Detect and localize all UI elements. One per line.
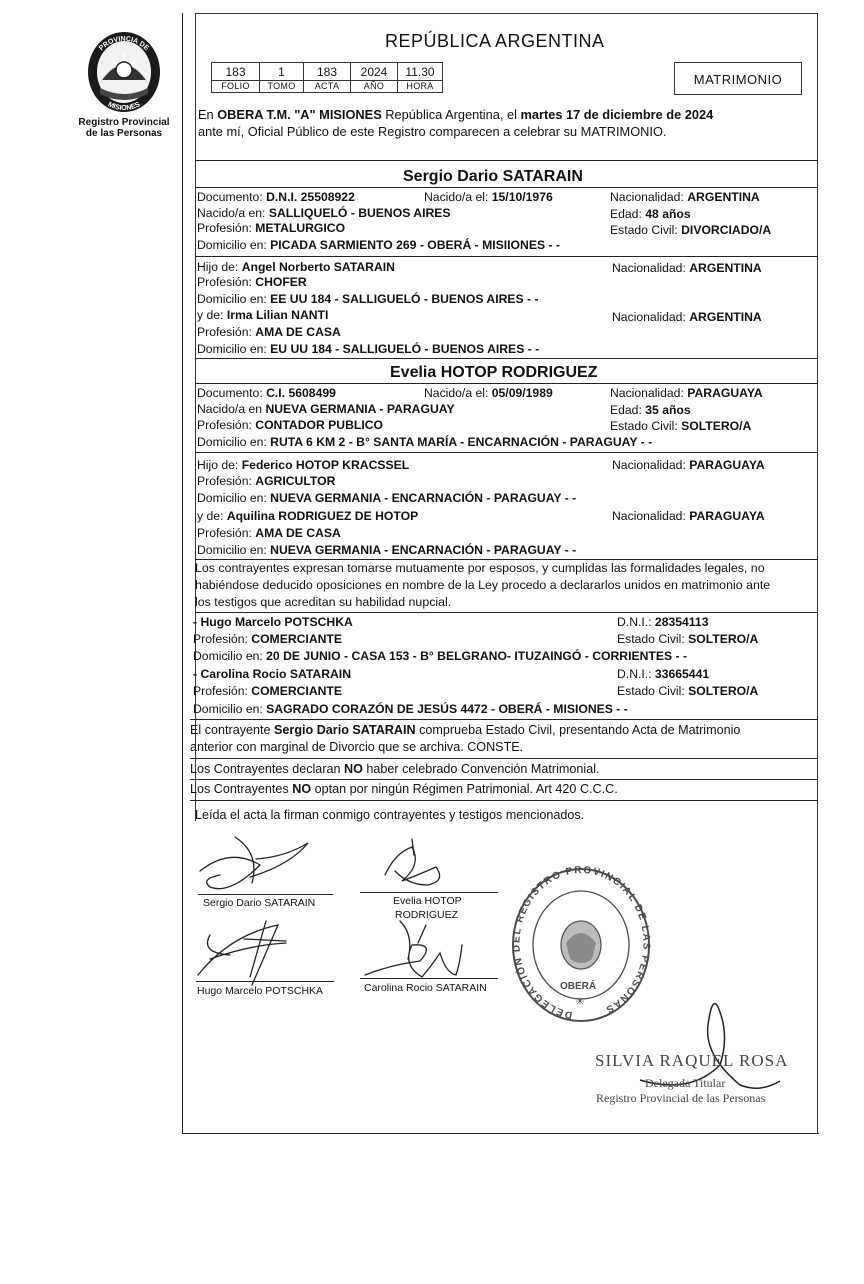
groom-father-value: Angel Norberto SATARAIN (241, 260, 395, 274)
witness2-civil-status (617, 684, 758, 699)
bride-father-domicile (197, 491, 576, 506)
bride-born-on (424, 386, 553, 401)
convention-text-1: Los Contrayentes declaran (190, 762, 345, 776)
intro-text-2: República Argentina, el (381, 107, 521, 122)
witness2-signature-name: Carolina Rocio SATARAIN (364, 982, 487, 994)
groom-father-nat-value: ARGENTINA (689, 261, 762, 275)
svg-text:✳: ✳ (575, 996, 585, 1008)
groom-mother-nat-label: Nacionalidad: (612, 310, 690, 324)
official-name: SILVIA RAQUEL ROSA (595, 1051, 789, 1070)
groom-civil-value: DIVORCIADO/A (681, 223, 772, 237)
groom-mother-label: y de: (197, 308, 227, 322)
witness1-profession (193, 632, 342, 647)
witness2-dni-value: 33665441 (654, 667, 710, 681)
groom-father-dom-value: EE UU 184 - SALLIGUELÓ - BUENOS AIRES - - (270, 292, 539, 306)
divider-bride-end (195, 559, 818, 560)
bride-father-nat-label: Nacionalidad: (612, 458, 690, 472)
groom-father-label: Hijo de: (197, 260, 242, 274)
bride-father-label: Hijo de: (197, 458, 242, 472)
divider-intro (195, 160, 818, 161)
bride-father-profession (197, 474, 335, 489)
groom-age-label: Edad: (610, 207, 646, 221)
groom-mother-dom-label: Domicilio en: (197, 342, 271, 356)
groom-signature-icon (200, 837, 308, 889)
seal-place: OBERÁ (559, 981, 597, 992)
witness1-signature-name: Hugo Marcelo POTSCHKA (197, 985, 324, 997)
bride-father-value: Federico HOTOP KRACSSEL (241, 458, 410, 472)
witness2-dni (617, 667, 709, 682)
groom-doc-value: D.N.I. 25508922 (266, 190, 355, 204)
groom-mother-nationality (612, 310, 762, 325)
witness1-civil-value: SOLTERO/A (688, 632, 759, 646)
divider-groom-parents (195, 256, 818, 257)
groom-nationality (610, 190, 760, 205)
bride-mother-nat-value: PARAGUAYA (689, 509, 765, 523)
official-office: Registro Provincial de las Personas (596, 1091, 766, 1105)
svg-text:MISIONES (107, 101, 142, 112)
bride-father-prof-label: Profesión: (197, 474, 256, 488)
witness2-dom-label: Domicilio en: (193, 702, 267, 716)
groom-father-dom-label: Domicilio en: (197, 292, 271, 306)
groom-civil-label: Estado Civil: (610, 223, 682, 237)
year-value: 2024 (360, 65, 388, 79)
intro-line1 (198, 107, 713, 122)
note-name: Sergio Dario SATARAIN (274, 723, 416, 737)
groom-civil-status (610, 223, 771, 238)
bride-nationality (610, 386, 763, 401)
bride-father-dom-label: Domicilio en: (197, 491, 271, 505)
bride-doc-value: C.I. 5608499 (266, 386, 336, 400)
folio-cell (211, 62, 260, 93)
witness1-civil-status (617, 632, 758, 647)
document-right-border (817, 13, 818, 1133)
folio-label: FOLIO (212, 80, 259, 91)
regime-text-2: optan por ningún Régimen Patrimonial. Art 420 C.C.C. (311, 782, 618, 796)
groom-prof-label: Profesión: (197, 221, 256, 235)
divider-bride-heading (195, 383, 818, 384)
logo-arc-top-text: PROVINCIA DE (98, 35, 150, 53)
bride-nat-value: PARAGUAYA (687, 386, 763, 400)
note-line1 (190, 723, 740, 738)
groom-profession (197, 221, 345, 236)
tomo-value: 1 (278, 65, 285, 79)
groom-dom-value: PICADA SARMIENTO 269 - OBERÁ - MISIIONES - - (270, 238, 560, 252)
bride-signature-name-1: Evelia HOTOP (393, 895, 462, 907)
witness1-civil-label: Estado Civil: (617, 632, 689, 646)
convention-line (190, 762, 600, 777)
bride-age-label: Edad: (610, 403, 646, 417)
bride-signature-name-2: RODRIGUEZ (395, 909, 458, 921)
groom-mother-nat-value: ARGENTINA (689, 310, 762, 324)
bride-mother-nationality (612, 509, 765, 524)
witness1-dni-label: D.N.I.: (617, 615, 655, 629)
bride-born-in-value: NUEVA GERMANIA - PARAGUAY (265, 402, 455, 416)
bride-father (197, 458, 409, 473)
bride-age-value: 35 años (645, 403, 691, 417)
bride-prof-value: CONTADOR PUBLICO (255, 418, 384, 432)
bride-born-in (197, 402, 455, 417)
groom-father-domicile (197, 292, 539, 307)
bride-born-on-label: Nacido/a el: (424, 386, 492, 400)
bride-signature-icon (385, 839, 440, 885)
groom-nat-label: Nacionalidad: (610, 190, 688, 204)
groom-age (610, 207, 691, 222)
intro-text-1: En (198, 107, 218, 122)
registry-logo (84, 30, 164, 116)
bride-mother-domicile (197, 543, 576, 558)
bride-mother-value: Aquilina RODRIGUEZ DE HOTOP (226, 509, 419, 523)
bride-father-dom-value: NUEVA GERMANIA - ENCARNACIÓN - PARAGUAY - - (270, 491, 577, 505)
groom-age-value: 48 años (645, 207, 691, 221)
bride-age (610, 403, 691, 418)
groom-domicile (197, 238, 560, 253)
seal-ring-text: DELEGACIÓN DEL REGISTRO PROVINCIAL DE LAS PERSONAS (511, 864, 652, 1021)
groom-born-on-value: 15/10/1976 (491, 190, 553, 204)
bride-profession (197, 418, 383, 433)
document-top-border (195, 13, 818, 14)
bride-dom-label: Domicilio en: (197, 435, 271, 449)
note-text-1: El contrayente (190, 723, 275, 737)
groom-father-prof-value: CHOFER (255, 275, 307, 289)
witness2-civil-label: Estado Civil: (617, 684, 689, 698)
year-cell (350, 62, 398, 93)
groom-mother-domicile (197, 342, 539, 357)
groom-document (197, 190, 355, 205)
bride-nat-label: Nacionalidad: (610, 386, 688, 400)
time-value: 11.30 (405, 65, 435, 79)
bride-born-on-value: 05/09/1989 (491, 386, 553, 400)
groom-born-on (424, 190, 553, 205)
divider-declaration (195, 612, 818, 613)
groom-mother-prof-label: Profesión: (197, 325, 256, 339)
intro-place: OBERA T.M. "A" MISIONES (217, 107, 382, 122)
witness1-dni-value: 28354113 (654, 615, 709, 629)
bride-mother-label: y de: (197, 509, 227, 523)
bride-name-heading: Evelia HOTOP RODRIGUEZ (390, 364, 598, 381)
time-cell (397, 62, 443, 93)
groom-father-nat-label: Nacionalidad: (612, 261, 690, 275)
witness2-dni-label: D.N.I.: (617, 667, 655, 681)
declaration-line1: Los contrayentes expresan tomarse mutuamente por esposos, y cumplidas las formalidades legales, no (195, 561, 765, 575)
note-text-2: comprueba Estado Civil, presentando Acta de Matrimonio (415, 723, 741, 737)
bride-civil-value: SOLTERO/A (681, 419, 752, 433)
bride-mother-nat-label: Nacionalidad: (612, 509, 690, 523)
document-title: REPÚBLICA ARGENTINA (385, 31, 605, 51)
bride-civil-label: Estado Civil: (610, 419, 682, 433)
note-line2: anterior con marginal de Divorcio que se archiva. CONSTE. (190, 740, 524, 754)
acta-label: ACTA (304, 80, 350, 91)
groom-mother-prof-value: AMA DE CASA (255, 325, 341, 339)
witness2-profession (193, 684, 342, 699)
groom-signature-name: Sergio Dario SATARAIN (203, 897, 316, 909)
witness1-dom-value: 20 DE JUNIO - CASA 153 - B° BELGRANO- ITUZAINGÓ - CORRIENTES - - (266, 649, 688, 663)
bride-mother-profession (197, 526, 341, 541)
bride-mother-prof-value: AMA DE CASA (255, 526, 341, 540)
logo-caption-line1: Registro Provincial (78, 117, 170, 128)
divider-witnesses (190, 719, 818, 720)
declaration-line3: los testigos que acreditan su habilidad nupcial. (195, 595, 452, 609)
bride-mother-prof-label: Profesión: (197, 526, 256, 540)
witness2-prof-value: COMERCIANTE (251, 684, 342, 698)
year-label: AÑO (351, 80, 397, 91)
groom-prof-value: METALURGICO (255, 221, 346, 235)
closing-line: Leída el acta la firman conmigo contrayentes y testigos mencionados. (195, 808, 585, 822)
bride-father-nat-value: PARAGUAYA (689, 458, 765, 472)
document-inner-left-border (195, 13, 196, 821)
witness1-dni (617, 615, 708, 630)
divider-groom-heading (195, 187, 818, 188)
convention-text-2: haber celebrado Convención Matrimonial. (362, 762, 600, 776)
svg-text:PROVINCIA DE (98, 36, 150, 53)
groom-nat-value: ARGENTINA (687, 190, 760, 204)
groom-mother-dom-value: EU UU 184 - SALLIGUELÓ - BUENOS AIRES - - (270, 342, 540, 356)
groom-father-profession (197, 275, 307, 290)
witness1-signature-icon (198, 921, 286, 985)
divider-note (190, 758, 818, 759)
bride-signature-line (360, 892, 498, 893)
intro-line2: ante mí, Oficial Público de este Registro comparecen a celebrar su MATRIMONIO. (198, 124, 667, 139)
divider-groom-end (195, 358, 818, 359)
acta-value: 183 (316, 65, 338, 79)
convention-no: NO (344, 762, 363, 776)
tomo-cell (259, 62, 304, 93)
groom-name-heading: Sergio Dario SATARAIN (403, 168, 583, 185)
time-label: HORA (398, 80, 442, 91)
groom-father-nationality (612, 261, 762, 276)
groom-father (197, 260, 395, 275)
bride-prof-label: Profesión: (197, 418, 256, 432)
act-type-box: MATRIMONIO (674, 62, 802, 95)
bride-dom-value: RUTA 6 KM 2 - B° SANTA MARÍA - ENCARNACIÓN - PARAGUAY - - (270, 435, 653, 449)
groom-doc-label: Documento: (197, 190, 267, 204)
witness2-dom-value: SAGRADO CORAZÓN DE JESÚS 4472 - OBERÁ - MISIONES - - (266, 702, 628, 716)
witness1-prof-value: COMERCIANTE (251, 632, 342, 646)
declaration-line2: habiéndose deducido oposiciones en nombre de la Ley procedo a declararlos unidos en matrimonio ante (195, 578, 771, 592)
bride-civil-status (610, 419, 751, 434)
logo-arc-bottom-text: MISIONES (106, 101, 142, 113)
regime-line (190, 782, 618, 797)
groom-mother-profession (197, 325, 341, 340)
groom-dom-label: Domicilio en: (197, 238, 271, 252)
witness2-prof-label: Profesión: (193, 684, 252, 698)
bride-born-in-label: Nacido/a en (197, 402, 266, 416)
divider-regime (190, 800, 818, 801)
groom-born-on-label: Nacido/a el: (424, 190, 492, 204)
tomo-label: TOMO (260, 80, 303, 91)
official-title: Delegada Titular (645, 1076, 726, 1090)
logo-caption-line2: de las Personas (85, 128, 163, 139)
groom-signature-line (198, 894, 333, 895)
groom-born-in-label: Nacido/a en: (197, 206, 269, 220)
divider-convention (190, 779, 818, 780)
witness2-signature-icon (365, 921, 462, 977)
groom-born-in (197, 206, 451, 221)
groom-mother (197, 308, 328, 323)
bride-doc-label: Documento: (197, 386, 267, 400)
witness2-name: - Carolina Rocio SATARAIN (193, 667, 351, 681)
bride-mother-dom-value: NUEVA GERMANIA - ENCARNACIÓN - PARAGUAY - - (270, 543, 577, 557)
signature-scribbles (190, 825, 520, 1000)
bride-mother-dom-label: Domicilio en: (197, 543, 271, 557)
divider-bride-parents (195, 452, 818, 453)
bride-father-nationality (612, 458, 765, 473)
witness2-civil-value: SOLTERO/A (688, 684, 759, 698)
witness1-signature-line (196, 981, 334, 982)
regime-text-1: Los Contrayentes (190, 782, 293, 796)
logo-caption (69, 117, 179, 139)
groom-father-prof-label: Profesión: (197, 275, 256, 289)
bride-mother (197, 509, 418, 524)
intro-date: martes 17 de diciembre de 2024 (520, 107, 714, 122)
witness1-name: - Hugo Marcelo POTSCHKA (193, 615, 353, 629)
witness1-dom-label: Domicilio en: (193, 649, 267, 663)
bride-domicile (197, 435, 652, 450)
groom-born-in-value: SALLIQUELÓ - BUENOS AIRES (268, 206, 451, 220)
regime-no: NO (292, 782, 312, 796)
witness1-domicile (193, 649, 687, 664)
bride-document (197, 386, 336, 401)
folio-value: 183 (225, 65, 246, 79)
acta-cell (303, 62, 351, 93)
witness1-prof-label: Profesión: (193, 632, 252, 646)
witness2-signature-line (360, 978, 498, 979)
bride-father-prof-value: AGRICULTOR (255, 474, 336, 488)
witness2-domicile (193, 702, 628, 717)
groom-mother-value: Irma Lilian NANTI (226, 308, 329, 322)
